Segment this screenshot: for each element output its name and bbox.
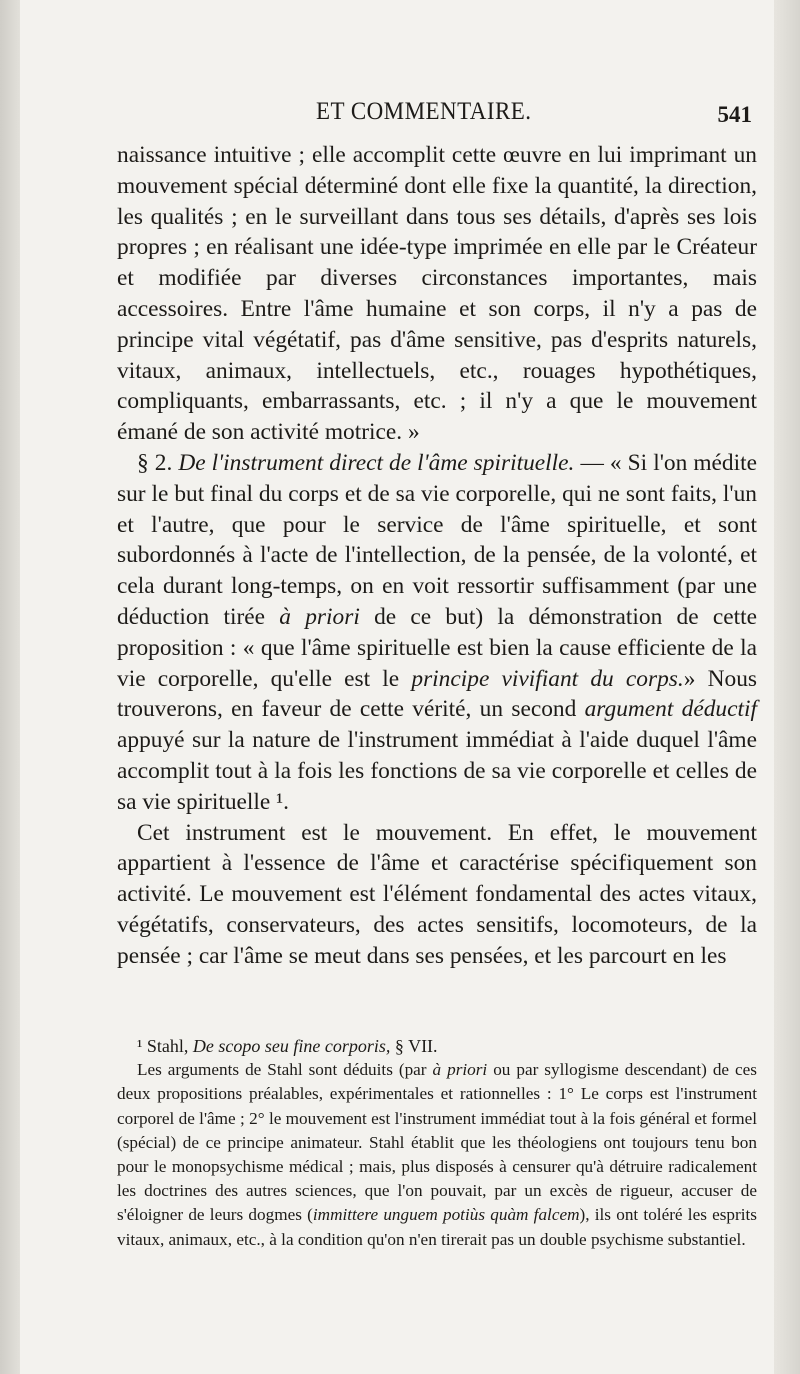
paragraph-text: » Nous trouverons, en faveur de cette vérité, un second <box>117 665 757 723</box>
running-title: ET COMMENTAIRE. <box>316 98 532 125</box>
scan-edge-right <box>774 0 800 1374</box>
paragraph-section-2 <box>117 448 757 818</box>
book-page <box>20 0 774 1374</box>
italic-phrase: principe vivifiant du corps. <box>411 665 684 692</box>
italic-phrase: à priori <box>432 1060 488 1080</box>
latin-quote: immittere unguem potiùs quàm falcem <box>312 1205 580 1225</box>
footnote-title: De scopo seu fine corporis, <box>192 1036 391 1056</box>
paragraph-instrument: Cet instrument est le mouvement. En effet, le mouvement appartient à l'essence de l'âme et caractérise spécifiquement son activité. Le mouvement est l'élément fondamental des actes vitaux, végétatifs, conservateurs, des actes sensitifs, locomoteurs, de la pensée ; car l'âme se meut dans ses pensées, et les parcourt en les <box>117 819 757 969</box>
footnote-2 <box>117 1058 757 1252</box>
section-heading: De l'instrument direct de l'âme spirituelle. <box>178 449 575 476</box>
italic-phrase: à priori <box>279 603 360 630</box>
paragraph-text: appuyé sur la nature de l'instrument immédiat à l'aide duquel l'âme accomplit tout à la fois les fonctions de sa vie corporelle et celles de sa vie spirituelle ¹. <box>117 727 757 815</box>
footnote-text: Les arguments de Stahl sont déduits (par <box>137 1060 427 1080</box>
footnote-text: ), ils ont toléré les esprits vitaux, animaux, etc., à la condition qu'on n'en tirerait pas un double psychisme substantiel. <box>117 1205 757 1249</box>
section-mark: § 2. <box>137 449 173 476</box>
body-text <box>117 140 757 972</box>
italic-phrase: argument déductif <box>584 696 757 723</box>
scan-edge-left <box>0 0 20 1374</box>
page-number: 541 <box>717 102 752 127</box>
paragraph-continuation: naissance intuitive ; elle accomplit cette œuvre en lui imprimant un mouvement spécial déterminé dont elle fixe la quantité, la direction, les qualités ; en le surveillant dans tous ses détails, d'après ses lois propres ; en réalisant une idée-type imprimée en elle par le Créateur et modifiée par diverses circonstances importantes, mais accessoires. Entre l'âme humaine et son corps, il n'y a pas de principe vital végétatif, pas d'âme sensitive, pas d'esprits naturels, vitaux, animaux, intellectuels, etc., rouages hypothétiques, compliquants, embarrassants, etc. ; il n'y a que le mouvement émané de son activité motrice. » <box>117 142 757 446</box>
footnote-marker: ¹ Stahl, <box>137 1036 189 1056</box>
paragraph-text: de ce but) la démonstration de cette proposition : « que l'âme spirituelle est bien la cause efficiente de la vie corporelle, qu'elle est le <box>117 603 758 692</box>
paragraph-text: — « Si l'on médite sur le but final du corps et de sa vie corporelle, qui ne sont faits, l'un et l'autre, que pour le service de l'âme spirituelle, et sont subordonnés à l'acte de l'intellection, de la pensée, de la volonté, et cela durant long-temps, on en voit ressortir suffisamment (par une déduction tirée <box>117 449 757 630</box>
footnote-1 <box>117 1034 757 1058</box>
footnotes <box>117 1034 757 1252</box>
footnote-text: ou par syllogisme descendant) de ces deux propositions préalables, expérimentales et rationnelles : 1° Le corps est l'instrument corporel de l'âme ; 2° le mouvement est l'instrument immédiat tout à la fois général et formel (spécial) de ce principe animateur. Stahl établit que les théologiens ont toujours tenu bon pour le monopsychisme médical ; mais, plus disposés à censurer qu'à détruire radicalement les doctrines des autres sciences, que l'on pouvait, par un excès de rigueur, accuser de s'éloigner de leurs dogmes ( <box>117 1060 757 1225</box>
page-header <box>118 94 758 134</box>
footnote-ref: § VII. <box>394 1036 438 1056</box>
